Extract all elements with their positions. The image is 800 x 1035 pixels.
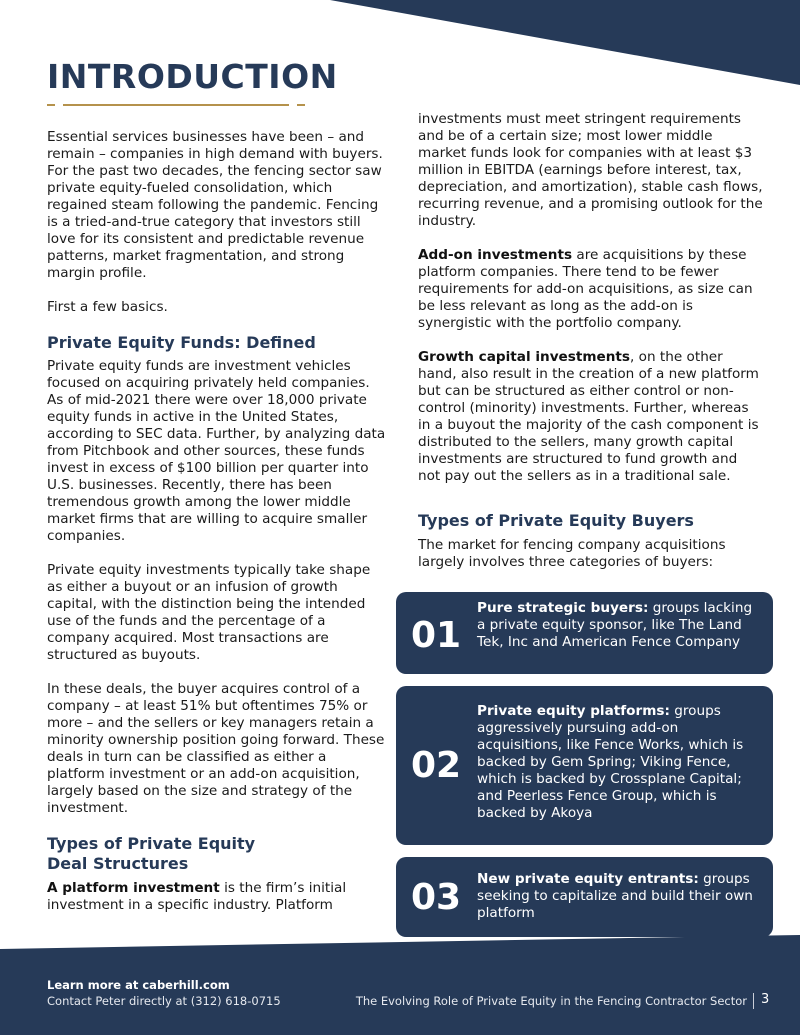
heading-deal-structures-line1: Types of Private Equity	[47, 834, 256, 853]
buyer-number: 03	[411, 877, 462, 918]
right-column	[418, 111, 763, 571]
buyer-card-01	[396, 592, 773, 674]
footer-website-link[interactable]: Learn more at caberhill.com	[47, 978, 230, 992]
left-column	[47, 129, 387, 914]
intro-paragraph: Essential services businesses have been – and remain – companies in high demand with buyers. For the past two decades, the fencing sector saw private equity-fueled consolidation, which regained steam following the pandemic. Fencing is a tried-and-true category that investors still love for its consistent and predictable revenue patterns, market fragmentation, and strong margin profile.	[47, 129, 383, 281]
addon-term: Add-on investments	[418, 247, 573, 263]
buyer-description	[477, 703, 762, 822]
funds-paragraph-1: Private equity funds are investment vehicles focused on acquiring privately held companies. As of mid-2021 there were over 18,000 private equity funds in active in the United States, according to SEC data. Further, by analyzing data from Pitchbook and other sources, these funds invest in excess of $100 billion per quarter into U.S. businesses. Recently, there has been tremendous growth among the lower middle market firms that are willing to acquire smaller companies.	[47, 358, 386, 544]
buyer-type: Private equity platforms:	[477, 703, 670, 719]
footer-document-title: The Evolving Role of Private Equity in the Fencing Contractor Sector	[355, 994, 747, 1008]
title-underline	[47, 103, 307, 107]
platform-continued: investments must meet stringent requirements and be of a certain size; most lower middle market funds look for companies with at least $3 million in EBITDA (earnings before interest, tax, depreciation, and amortization), stable cash flows, recurring revenue, and a promising outlook for the industry.	[418, 111, 763, 229]
page-title: INTRODUCTION	[47, 57, 338, 96]
heading-deal-structures	[47, 834, 387, 874]
platform-text: is the firm’s initial investment in a specific industry. Platform	[47, 880, 347, 913]
platform-term: A platform investment	[47, 880, 220, 896]
buyer-number: 02	[411, 745, 462, 786]
buyer-detail: groups aggressively pursuing add-on acquisitions, like Fence Works, which is backed by Gem Spring; Viking Fence, which is backed by Crossplane Capital; and Peerless Fence Group, which is backed by Akoya	[477, 703, 744, 821]
platform-paragraph	[47, 880, 387, 914]
buyer-detail: groups lacking a private equity sponsor, like The Land Tek, Inc and American Fence Company	[477, 600, 753, 650]
buyer-description	[477, 871, 762, 922]
buyer-detail: groups seeking to capitalize and build their own platform	[477, 871, 753, 921]
funds-paragraph-3: In these deals, the buyer acquires control of a company – at least 51% but oftentimes 75% or more – and the sellers or key managers retain a minority ownership position going forward. These deals in turn can be classified as either a platform investment or an add-on acquisition, largely based on the size and strategy of the investment.	[47, 681, 385, 816]
footer-separator	[753, 993, 754, 1009]
buyer-type: New private equity entrants:	[477, 871, 699, 887]
buyer-card-03	[396, 857, 773, 937]
heading-deal-structures-line2: Deal Structures	[47, 854, 189, 873]
page-number: 3	[761, 992, 770, 1007]
heading-funds-defined: Private Equity Funds: Defined	[47, 333, 316, 352]
heading-buyers: Types of Private Equity Buyers	[418, 511, 694, 530]
addon-paragraph	[418, 247, 763, 332]
growth-paragraph	[418, 349, 763, 485]
funds-paragraph-2: Private equity investments typically take shape as either a buyout or an infusion of growth capital, with the distinction being the intended use of the funds and the percentage of a company acquired. Most transactions are structured as buyouts.	[47, 562, 371, 663]
buyer-type: Pure strategic buyers:	[477, 600, 649, 616]
buyer-description	[477, 600, 762, 651]
growth-text: , on the other hand, also result in the creation of a new platform but can be structured as either control or non-control (minority) investments. Further, whereas in a buyout the majority of the cash component is distributed to the sellers, many growth capital investments are structured to fund growth and not pay out the sellers as in a traditional sale.	[418, 349, 759, 484]
growth-term: Growth capital investments	[418, 349, 631, 365]
buyers-intro: The market for fencing company acquisitions largely involves three categories of buyers:	[418, 537, 726, 570]
intro-basics: First a few basics.	[47, 299, 168, 315]
addon-text: are acquisitions by these platform companies. There tend to be fewer requirements for add-on acquisitions, as size can be less relevant as long as the add-on is synergistic with the portfolio company.	[418, 247, 753, 331]
footer-contact: Contact Peter directly at (312) 618-0715	[47, 994, 281, 1008]
buyer-card-02	[396, 686, 773, 845]
buyer-number: 01	[411, 615, 462, 656]
